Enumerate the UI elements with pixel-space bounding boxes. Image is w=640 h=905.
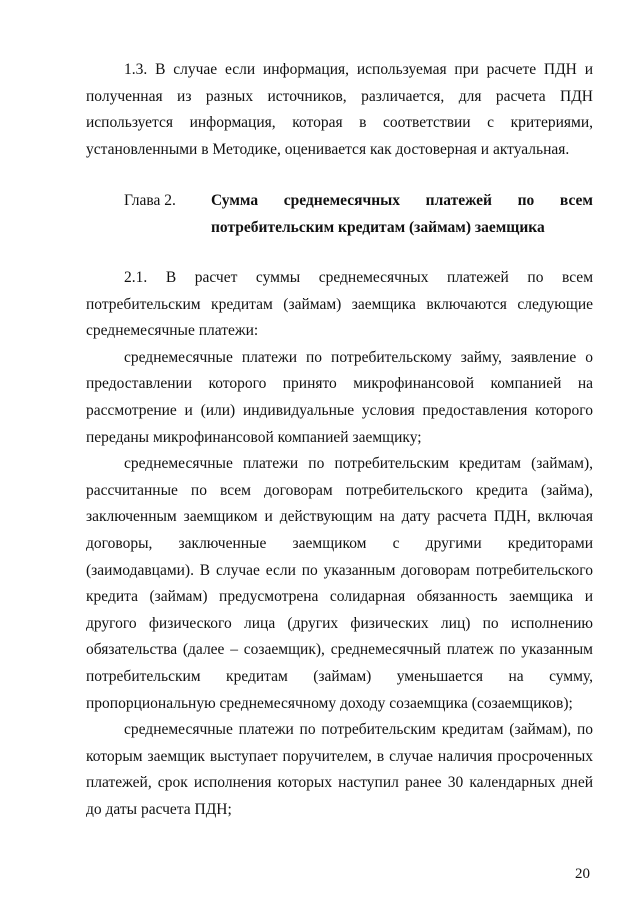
section-2-1 — [86, 265, 593, 823]
page-number: 20 — [575, 866, 590, 882]
paragraph-2-1-intro: 2.1. В расчет суммы среднемесячных платежей по всем потребительским кредитам (займам) заемщика включаются следующие среднемесячные платежи: — [86, 269, 593, 340]
paragraph-1-3: 1.3. В случае если информация, используемая при расчете ПДН и полученная из разных источников, различается, для расчета ПДН используется информация, которая в соответствии с критериями, установленными в Методике, оценивается как достоверная и актуальная. — [86, 61, 593, 158]
chapter-number: Глава 2. — [124, 192, 176, 209]
chapter-title: Сумма среднемесячных платежей по всем потребительским кредитам (займам) заемщика — [211, 192, 593, 236]
list-item: среднемесячные платежи по потребительским кредитам (займам), рассчитанные по всем договорам потребительского кредита (займа), заключенным заемщиком и действующим на дату расчета ПДН, включая договоры, заключенные заемщиком с другими кредиторами (заимодавцами). В случае если по указанным договорам потребительского кредита (займам) предусмотрена солидарная обязанность заемщика и другого физического лица (других физических лиц) по исполнению обязательства (далее – созаемщик), среднемесячный платеж по указанным потребительским кредитам (займам) уменьшается на сумму, пропорциональную среднемесячному доходу созаемщика (созаемщиков); — [86, 455, 593, 712]
list-item: среднемесячные платежи по потребительскому займу, заявление о предоставлении которого принято микрофинансовой компанией на рассмотрение и (или) индивидуальные условия предоставления которого переданы микрофинансовой компанией заемщику; — [86, 348, 593, 446]
section-1-3 — [86, 57, 593, 163]
list-item: среднемесячные платежи по потребительским кредитам (займам), по которым заемщик выступает поручителем, в случае наличия просроченных платежей, срок исполнения которых наступил ранее 30 календарных дней до даты расчета ПДН; — [86, 721, 593, 818]
